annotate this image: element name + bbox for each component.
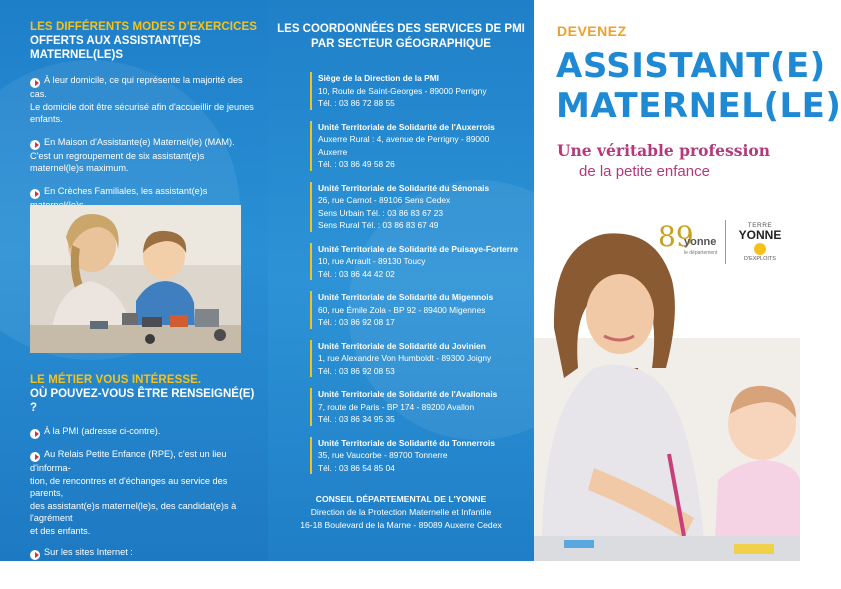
pmi-entry-name: Unité Territoriale de Solidarité de Puisaye-Forterre bbox=[318, 243, 520, 256]
interest-heading-white: OÙ POUVEZ-VOUS ÊTRE RENSEIGNÉ(E) ? bbox=[30, 387, 262, 415]
pmi-entry-address: 26, rue Carnot - 89106 Sens Cedex bbox=[318, 194, 520, 207]
cover-title-line1: ASSISTANT(E) bbox=[556, 48, 826, 84]
pmi-entry-address: 10, Route de Saint-Georges - 89000 Perrigny bbox=[318, 85, 520, 98]
arrow-bullet-icon bbox=[30, 452, 40, 462]
website-list bbox=[38, 564, 262, 589]
info-item-text: tion, de rencontres et d'échanges au service des parents, bbox=[30, 475, 262, 500]
pmi-entry-address: Auxerre Rural : 4, avenue de Perrigny - 89000 Auxerre bbox=[318, 133, 520, 158]
logo-divider bbox=[725, 220, 726, 264]
website-link[interactable]: • monenfant.fr (Caisse d'Allocations Familiales) bbox=[38, 577, 262, 589]
pmi-entry-phone: Sens Rural Tél. : 03 86 83 67 49 bbox=[318, 219, 520, 232]
website-link[interactable]: • yonne-assmat.fr (Conseil Départemental de l'Yonne) bbox=[38, 564, 262, 577]
logo-text: yonne bbox=[684, 236, 716, 248]
pmi-entry-phone: Tél. : 03 86 34 95 35 bbox=[318, 413, 520, 426]
modes-item-text: maternel(le)s maximum. bbox=[30, 162, 260, 175]
pmi-entry-phone: Tél. : 03 86 72 88 55 bbox=[318, 97, 520, 110]
pmi-entry-address: 10, rue Arrault - 89130 Toucy bbox=[318, 255, 520, 268]
pmi-title-line: PAR SECTEUR GÉOGRAPHIQUE bbox=[268, 37, 534, 52]
pmi-entry bbox=[310, 72, 520, 110]
pmi-entry-phone: Tél. : 03 86 44 42 02 bbox=[318, 268, 520, 281]
modes-item-text: En Crèches Familiales, les assistant(e)s bbox=[30, 186, 207, 210]
council-name: CONSEIL DÉPARTEMENTAL DE L'YONNE bbox=[268, 493, 534, 506]
panel-coordonnees-pmi bbox=[268, 0, 534, 561]
council-footer bbox=[268, 493, 534, 532]
logo2-bottom: D'EXPLOITS bbox=[732, 256, 788, 262]
pmi-entry bbox=[310, 388, 520, 426]
photo-illustration bbox=[30, 205, 241, 353]
photo-mother-baby-drawing bbox=[534, 218, 800, 561]
pmi-entry-name: Unité Territoriale de Solidarité du Sénonais bbox=[318, 182, 520, 195]
info-item bbox=[30, 448, 262, 537]
modes-item-text: En Maison d'Assistante(e) Maternel(le) (MAM). bbox=[44, 137, 235, 147]
logo-subtext: le département bbox=[684, 250, 717, 256]
pmi-entry-phone: Tél. : 03 86 92 08 17 bbox=[318, 316, 520, 329]
pmi-entry-name: Unité Territoriale de Solidarité de l'Auxerrois bbox=[318, 121, 520, 134]
info-item-text: Sur les sites Internet : bbox=[44, 547, 133, 557]
pmi-entry bbox=[310, 437, 520, 475]
pmi-entry bbox=[310, 243, 520, 281]
cover-subtitle-1: Une véritable profession bbox=[557, 141, 770, 160]
pmi-entry-name: Unité Territoriale de Solidarité du Tonnerrois bbox=[318, 437, 520, 450]
modes-heading-white: OFFERTS AUX ASSISTANT(E)S MATERNEL(LE)S bbox=[30, 34, 260, 62]
pmi-entry-phone: Tél. : 03 86 49 58 26 bbox=[318, 158, 520, 171]
modes-item-text: C'est un regroupement de six assistant(e)s bbox=[30, 150, 260, 163]
renseignement-section bbox=[30, 373, 262, 589]
pmi-entry-name: Unité Territoriale de Solidarité du Jovinien bbox=[318, 340, 520, 353]
modes-item-text: À leur domicile, ce qui représente la majorité des cas. bbox=[30, 75, 243, 99]
modes-item bbox=[30, 74, 260, 126]
devenez-label: DEVENEZ bbox=[557, 23, 627, 39]
pmi-entry-phone: Tél. : 03 86 92 08 53 bbox=[318, 365, 520, 378]
pmi-entry-address: 60, rue Émile Zola - BP 92 - 89400 Migennes bbox=[318, 304, 520, 317]
cover-subtitle-2: de la petite enfance bbox=[579, 163, 710, 180]
cover-photo-illustration bbox=[534, 218, 800, 561]
pmi-entry-address: 7, route de Paris - BP 174 - 89200 Avallon bbox=[318, 401, 520, 414]
modes-item-text: Le domicile doit être sécurisé afin d'accueillir de jeunes enfants. bbox=[30, 101, 260, 126]
logo2-main: YONNE bbox=[732, 229, 788, 242]
council-address: 16-18 Boulevard de la Marne - 89089 Auxerre Cedex bbox=[268, 519, 534, 532]
info-item-text: À la PMI (adresse ci-contre). bbox=[44, 426, 160, 436]
pmi-entry-phone: Tél. : 03 86 54 85 04 bbox=[318, 462, 520, 475]
pmi-entry-phone: Sens Urbain Tél. : 03 86 83 67 23 bbox=[318, 207, 520, 220]
logo-number: 89 bbox=[658, 222, 694, 252]
arrow-bullet-icon bbox=[30, 140, 40, 150]
modes-item bbox=[30, 136, 260, 175]
pmi-entry-name: Unité Territoriale de Solidarité du Migennois bbox=[318, 291, 520, 304]
photo-mother-child-playing bbox=[30, 205, 241, 353]
pmi-entry-address: 35, rue Vaucorbe - 89700 Tonnerre bbox=[318, 449, 520, 462]
info-item bbox=[30, 425, 262, 439]
arrow-bullet-icon bbox=[30, 189, 40, 199]
pmi-entry bbox=[310, 291, 520, 329]
logo2-emblem-icon bbox=[754, 243, 766, 255]
arrow-bullet-icon bbox=[30, 78, 40, 88]
arrow-bullet-icon bbox=[30, 550, 40, 560]
council-direction: Direction de la Protection Maternelle et Infantile bbox=[268, 506, 534, 519]
pmi-title bbox=[268, 22, 534, 52]
info-item-text: et des enfants. bbox=[30, 525, 262, 538]
pmi-entry-address: 1, rue Alexandre Von Humboldt - 89300 Joigny bbox=[318, 352, 520, 365]
logo2-top: TERRE bbox=[732, 222, 788, 229]
panel-cover bbox=[534, 0, 800, 561]
arrow-bullet-icon bbox=[30, 429, 40, 439]
terre-exploits-logo bbox=[732, 222, 788, 268]
info-item-text: des assistant(e)s maternel(le)s, des candidat(e)s à l'agrément bbox=[30, 500, 262, 525]
pmi-entry bbox=[310, 121, 520, 171]
pmi-entry-name: Unité Territoriale de Solidarité de l'Avallonais bbox=[318, 388, 520, 401]
cover-title-line2: MATERNEL(LE) bbox=[556, 88, 841, 124]
modes-heading-yellow: LES DIFFÉRENTS MODES D'EXERCICES bbox=[30, 20, 260, 34]
panel-modes-exercice bbox=[0, 0, 268, 561]
pmi-entries bbox=[310, 72, 520, 485]
info-item bbox=[30, 546, 262, 560]
pmi-entry bbox=[310, 340, 520, 378]
pmi-entry bbox=[310, 182, 520, 232]
interest-heading-yellow: LE MÉTIER VOUS INTÉRESSE. bbox=[30, 373, 262, 387]
pmi-entry-name: Siège de la Direction de la PMI bbox=[318, 72, 520, 85]
pmi-title-line: LES COORDONNÉES DES SERVICES DE PMI bbox=[268, 22, 534, 37]
yonne-department-logo bbox=[658, 222, 718, 266]
info-item-text: Au Relais Petite Enfance (RPE), c'est un lieu d'informa- bbox=[30, 449, 227, 473]
